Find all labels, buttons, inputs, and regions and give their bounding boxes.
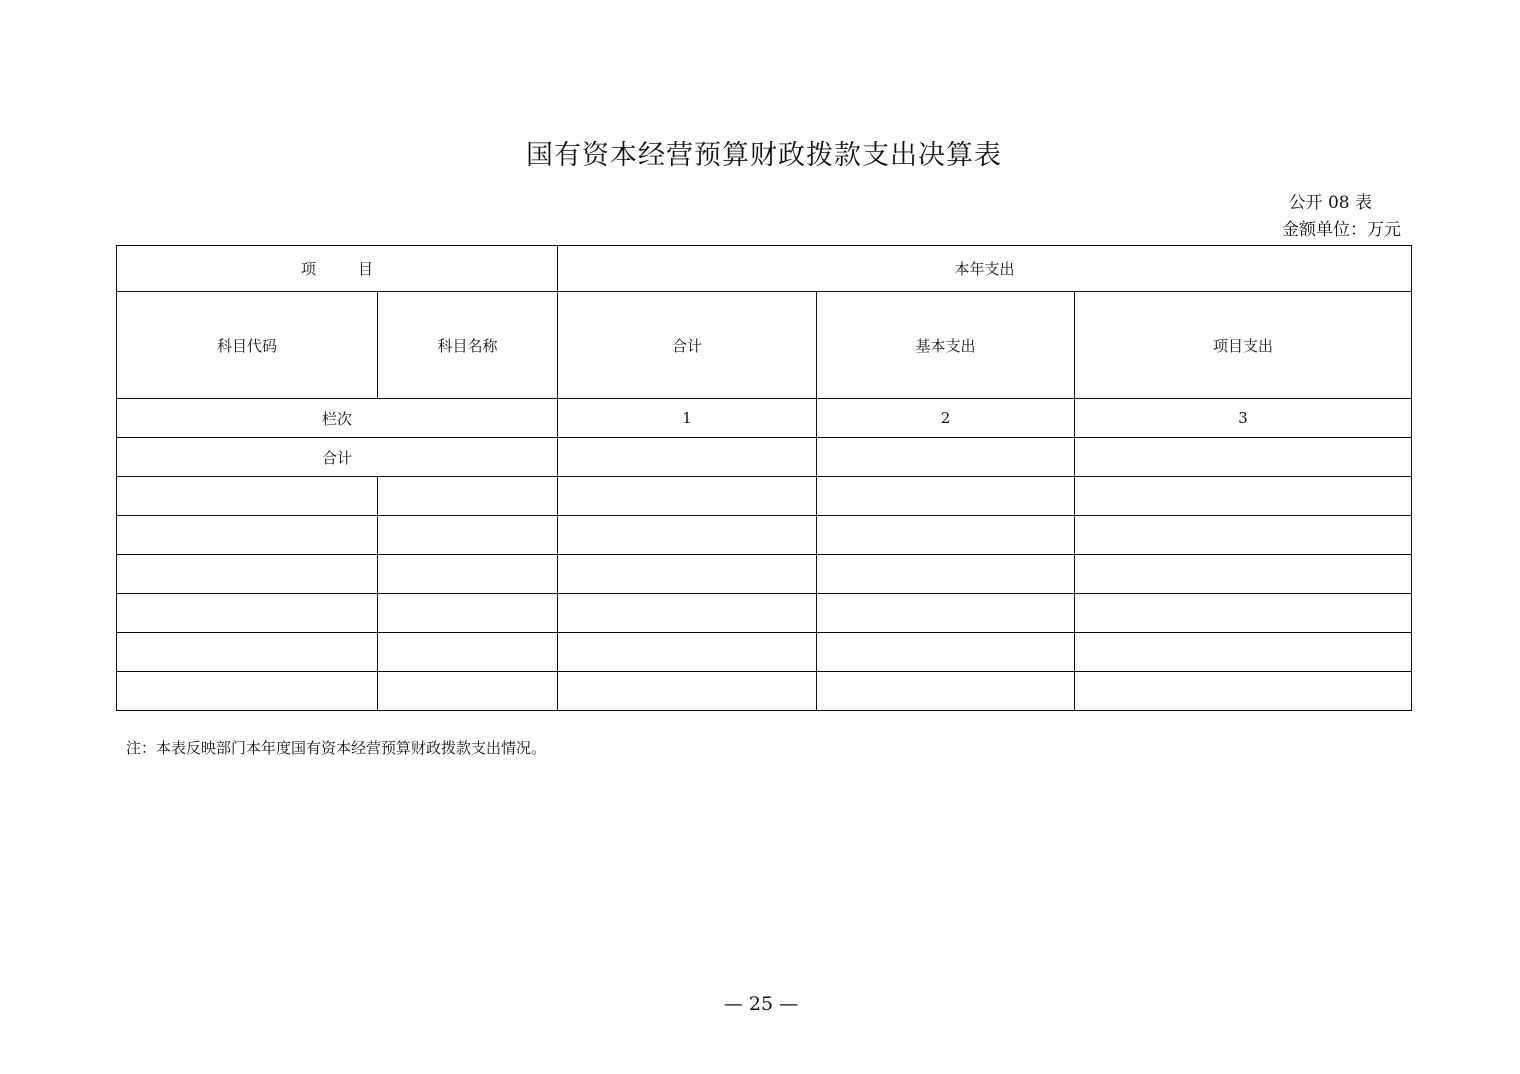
cell-name bbox=[378, 633, 558, 672]
item-header bbox=[117, 246, 558, 292]
header-row-2 bbox=[117, 292, 1412, 399]
cell-basic bbox=[817, 633, 1075, 672]
page-number: — 25 — bbox=[723, 993, 799, 1015]
amount-unit: 金额单位：万元 bbox=[1282, 220, 1401, 240]
column-number-1: 1 bbox=[558, 399, 817, 438]
cell-project bbox=[1075, 477, 1412, 516]
expense-table bbox=[116, 245, 1412, 711]
column-number-label: 栏次 bbox=[117, 399, 558, 438]
column-number-3: 3 bbox=[1075, 399, 1412, 438]
table-row bbox=[117, 594, 1412, 633]
cell-project bbox=[1075, 516, 1412, 555]
cell-code bbox=[117, 516, 378, 555]
cell-project bbox=[1075, 594, 1412, 633]
table-number: 公开 08 表 bbox=[1288, 193, 1372, 213]
cell-basic bbox=[817, 516, 1075, 555]
basic-expense-header: 基本支出 bbox=[817, 292, 1075, 399]
cell-basic bbox=[817, 594, 1075, 633]
cell-code bbox=[117, 477, 378, 516]
cell-name bbox=[378, 555, 558, 594]
cell-project bbox=[1075, 555, 1412, 594]
project-expense-header: 项目支出 bbox=[1075, 292, 1412, 399]
table-row bbox=[117, 516, 1412, 555]
table-row bbox=[117, 555, 1412, 594]
cell-name bbox=[378, 477, 558, 516]
cell-code bbox=[117, 633, 378, 672]
cell-total bbox=[558, 477, 817, 516]
table-row bbox=[117, 633, 1412, 672]
document-title: 国有资本经营预算财政拨款支出决算表 bbox=[526, 140, 1002, 171]
total-row-label: 合计 bbox=[117, 438, 558, 477]
cell-basic bbox=[817, 672, 1075, 711]
table-row bbox=[117, 477, 1412, 516]
cell-code bbox=[117, 594, 378, 633]
header-row-1 bbox=[117, 246, 1412, 292]
cell-basic bbox=[817, 477, 1075, 516]
total-row-project bbox=[1075, 438, 1412, 477]
total-row bbox=[117, 438, 1412, 477]
cell-total bbox=[558, 633, 817, 672]
total-header: 合计 bbox=[558, 292, 817, 399]
subject-name-header: 科目名称 bbox=[378, 292, 558, 399]
subject-code-header: 科目代码 bbox=[117, 292, 378, 399]
cell-total bbox=[558, 594, 817, 633]
item-header-right: 目 bbox=[358, 260, 374, 278]
total-row-basic bbox=[817, 438, 1075, 477]
cell-name bbox=[378, 594, 558, 633]
current-year-expense-header: 本年支出 bbox=[558, 246, 1412, 292]
total-row-total bbox=[558, 438, 817, 477]
cell-total bbox=[558, 516, 817, 555]
table-note: 注：本表反映部门本年度国有资本经营预算财政拨款支出情况。 bbox=[126, 739, 547, 757]
cell-code bbox=[117, 555, 378, 594]
cell-name bbox=[378, 516, 558, 555]
cell-basic bbox=[817, 555, 1075, 594]
column-number-row bbox=[117, 399, 1412, 438]
cell-total bbox=[558, 555, 817, 594]
item-header-left: 项 bbox=[300, 260, 316, 278]
cell-name bbox=[378, 672, 558, 711]
column-number-2: 2 bbox=[817, 399, 1075, 438]
cell-code bbox=[117, 672, 378, 711]
table-row bbox=[117, 672, 1412, 711]
cell-total bbox=[558, 672, 817, 711]
cell-project bbox=[1075, 633, 1412, 672]
cell-project bbox=[1075, 672, 1412, 711]
